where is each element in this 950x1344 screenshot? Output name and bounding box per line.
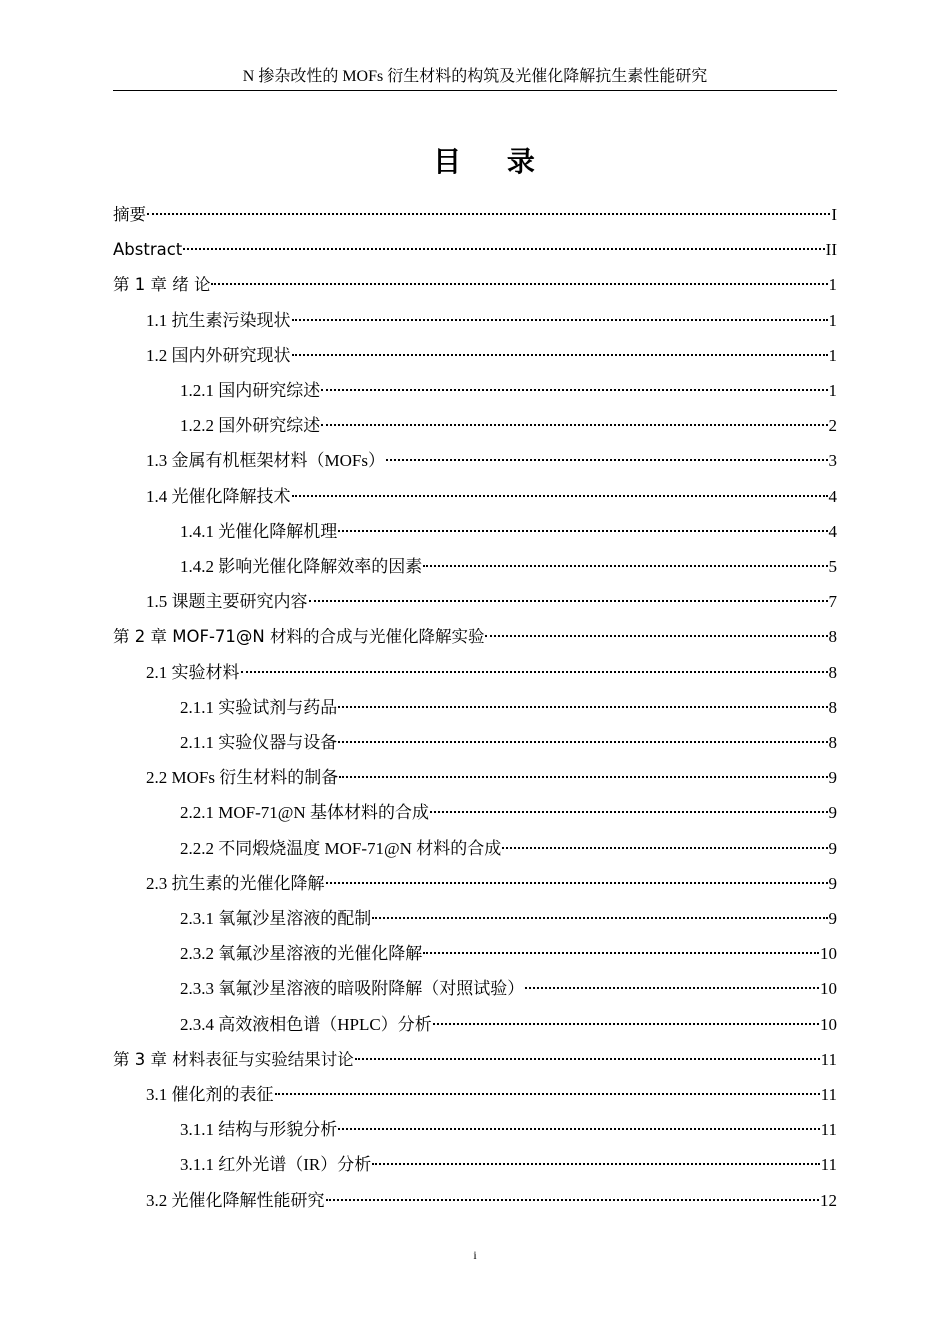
toc-entry-label: 2.3.3 氧氟沙星溶液的暗吸附降解（对照试验） (180, 979, 525, 999)
toc-entry[interactable] (180, 728, 837, 758)
toc-entry-page: 3 (828, 451, 837, 471)
toc-entry-page: 11 (820, 1120, 837, 1140)
toc-entry-label: 2.3.4 高效液相色谱（HPLC）分析 (180, 1014, 432, 1034)
toc-dot-leader (292, 495, 828, 497)
toc-entry-label: 2.2.2 不同煅烧温度 MOF-71@N 材料的合成 (180, 838, 502, 858)
toc-entry-label: 2.1 实验材料 (146, 662, 240, 682)
toc-entry[interactable] (146, 446, 837, 476)
toc-entry-label: 1.4 光催化降解技术 (146, 486, 291, 506)
toc-dot-leader (433, 1023, 819, 1025)
toc-entry-page: 1 (828, 381, 837, 400)
toc-dot-leader (147, 213, 830, 215)
toc-entry[interactable] (180, 1115, 837, 1145)
toc-entry[interactable] (146, 1080, 837, 1110)
toc-entry-page: 9 (828, 909, 837, 928)
toc-entry-page: 10 (820, 979, 837, 999)
toc-entry-page: 8 (828, 627, 837, 647)
toc-entry-page: I (831, 205, 837, 224)
toc-entry-page: 8 (828, 733, 837, 752)
toc-entry-page: 1 (828, 275, 837, 295)
toc-entry-label: 2.2 MOFs 衍生材料的制备 (146, 768, 339, 788)
toc-entry[interactable] (146, 482, 837, 512)
toc-dot-leader (292, 319, 828, 321)
toc-entry[interactable] (180, 1150, 837, 1180)
toc-entry-page: 8 (828, 697, 837, 717)
toc-entry-label: 3.1 催化剂的表征 (146, 1085, 274, 1104)
toc-entry-label: 1.1 抗生素污染现状 (146, 310, 291, 330)
toc-entry[interactable] (180, 974, 837, 1004)
toc-entry[interactable] (146, 658, 837, 688)
toc-entry-label: 1.5 课题主要研究内容 (146, 592, 308, 612)
toc-entry-page: 5 (828, 557, 837, 576)
toc-dot-leader (525, 987, 819, 989)
toc-dot-leader (430, 811, 828, 813)
toc-entry-page: 11 (820, 1049, 837, 1069)
toc-entry-page: 1 (828, 310, 837, 330)
toc-entry[interactable] (180, 1010, 837, 1040)
toc-dot-leader (241, 671, 828, 673)
toc-dot-leader (338, 1128, 819, 1130)
toc-entry-label: 2.2.1 MOF-71@N 基体材料的合成 (180, 803, 429, 823)
toc-dot-leader (338, 706, 827, 708)
toc-entry-label: 2.3.1 氧氟沙星溶液的配制 (180, 909, 372, 928)
toc-dot-leader (321, 389, 827, 391)
toc-entry-page: 12 (820, 1190, 837, 1210)
toc-entry-label: 3.1.1 红外光谱（IR）分析 (180, 1155, 372, 1175)
toc-entry[interactable] (146, 306, 837, 336)
toc-entry-label: 第 1 章 绪 论 (113, 275, 211, 295)
toc-entry-page: 9 (828, 873, 837, 893)
toc-entry-page: 9 (828, 803, 837, 823)
toc-dot-leader (339, 776, 827, 778)
toc-entry-label: 第 2 章 MOF-71@N 材料的合成与光催化降解实验 (113, 627, 485, 647)
toc-entry[interactable] (180, 411, 837, 441)
toc-entry-page: 10 (820, 944, 837, 964)
toc-entry-label: 1.3 金属有机框架材料（MOFs） (146, 451, 385, 471)
toc-entry[interactable] (180, 834, 837, 864)
toc-entry-label: 1.2 国内外研究现状 (146, 345, 291, 365)
toc-entry-label: 1.4.1 光催化降解机理 (180, 521, 338, 541)
toc-dot-leader (338, 741, 827, 743)
toc-entry-label: 2.1.1 实验试剂与药品 (180, 697, 338, 717)
toc-entry[interactable] (146, 341, 837, 371)
toc-entry[interactable] (180, 939, 837, 969)
page-number: i (473, 1248, 477, 1262)
toc-entry-label: 2.3.2 氧氟沙星溶液的光催化降解 (180, 944, 423, 964)
toc-entry[interactable] (146, 763, 837, 793)
toc-entry-page: 11 (820, 1155, 837, 1175)
toc-dot-leader (292, 354, 828, 356)
toc-dot-leader (321, 424, 827, 426)
toc-dot-leader (355, 1058, 820, 1060)
toc-entry-page: 2 (828, 416, 837, 436)
toc-entry[interactable] (180, 693, 837, 723)
toc-entry[interactable] (146, 869, 837, 899)
toc-entry-label: 1.2.2 国外研究综述 (180, 416, 321, 436)
toc-dot-leader (326, 882, 828, 884)
toc-entry-page: 9 (828, 768, 837, 788)
toc-dot-leader (386, 459, 828, 461)
toc-entry[interactable] (113, 270, 837, 300)
toc-entry[interactable] (146, 587, 837, 617)
toc-entry[interactable] (180, 798, 837, 828)
toc-entry[interactable] (113, 200, 837, 230)
toc-entry-page: 4 (828, 521, 837, 541)
toc-dot-leader (485, 635, 827, 637)
toc-entry-page: 11 (820, 1085, 837, 1104)
running-header: N 掺杂改性的 MOFs 衍生材料的构筑及光催化降解抗生素性能研究 (113, 66, 837, 91)
toc-entry[interactable] (146, 1186, 837, 1216)
toc-dot-leader (423, 565, 827, 567)
toc-entry-page: 10 (820, 1014, 837, 1034)
toc-dot-leader (423, 952, 819, 954)
toc-entry-label: 3.1.1 结构与形貌分析 (180, 1120, 338, 1140)
toc-dot-leader (502, 847, 827, 849)
toc-dot-leader (275, 1093, 820, 1095)
toc-dot-leader (326, 1199, 820, 1201)
toc-entry-label: 摘要 (113, 205, 146, 224)
toc-entry-label: 1.2.1 国内研究综述 (180, 381, 321, 400)
toc-entry-page: 9 (828, 838, 837, 858)
toc-entry-page: 8 (828, 662, 837, 682)
toc-entry[interactable] (180, 552, 837, 582)
toc-entry-label: 3.2 光催化降解性能研究 (146, 1190, 325, 1210)
toc-entry[interactable] (113, 235, 837, 265)
toc-dot-leader (372, 917, 827, 919)
toc-entry-label: 2.1.1 实验仪器与设备 (180, 733, 338, 752)
toc-dot-leader (183, 248, 824, 250)
toc-dot-leader (372, 1163, 819, 1165)
toc-dot-leader (309, 600, 828, 602)
toc-entry[interactable] (180, 517, 837, 547)
toc-dot-leader (211, 283, 827, 285)
toc-entry[interactable] (180, 376, 837, 406)
toc-entry[interactable] (113, 622, 837, 652)
page-title: 目 录 (433, 145, 553, 178)
toc-dot-leader (338, 530, 827, 532)
toc-entry-label: 1.4.2 影响光催化降解效率的因素 (180, 557, 423, 576)
toc-entry-label: 第 3 章 材料表征与实验结果讨论 (113, 1049, 354, 1069)
toc-entry-page: 7 (828, 592, 837, 612)
toc-entry[interactable] (113, 1045, 837, 1075)
toc-entry-page: 1 (828, 345, 837, 365)
toc-entry-page: II (825, 240, 837, 260)
toc-entry-label: 2.3 抗生素的光催化降解 (146, 873, 325, 893)
toc-entry-label: Abstract (113, 240, 183, 260)
toc-entry[interactable] (180, 904, 837, 934)
toc-entry-page: 4 (828, 486, 837, 506)
